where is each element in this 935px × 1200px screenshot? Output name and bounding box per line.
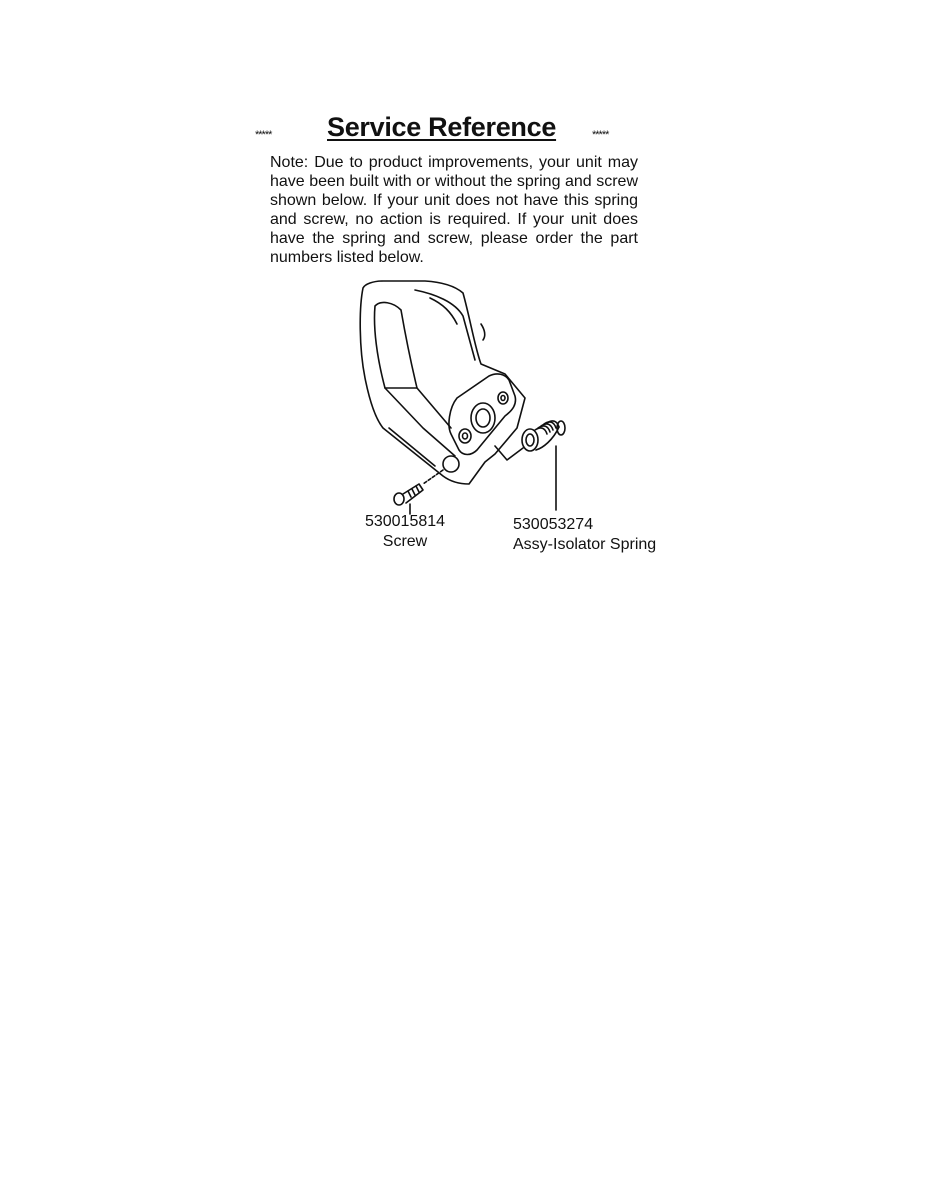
handle-grip-opening — [374, 303, 417, 388]
note-paragraph: Note: Due to product improvements, your unit may have been built with or without the spring and screw shown below. If your unit does not have this spring and screw, no action is required. If your unit does have the spring and screw, please order the part numbers listed below. — [270, 154, 638, 266]
screw-part — [394, 484, 423, 514]
spring-part-name: Assy-Isolator Spring — [513, 536, 657, 553]
service-reference-header — [255, 112, 645, 148]
handle-assembly-illustration — [355, 278, 585, 518]
page-title: Service Reference — [327, 112, 557, 142]
spring-part-label — [513, 515, 656, 555]
spring-part-number: 530053274 — [513, 516, 594, 533]
handle-outline — [360, 281, 525, 484]
screw-part-number: 530015814 — [364, 513, 446, 530]
screw-part-name: Screw — [382, 533, 428, 550]
screw-part-label — [360, 512, 450, 552]
stars-left: ***** — [255, 129, 272, 141]
stars-right: ***** — [592, 129, 609, 141]
isolator-spring — [522, 421, 565, 451]
